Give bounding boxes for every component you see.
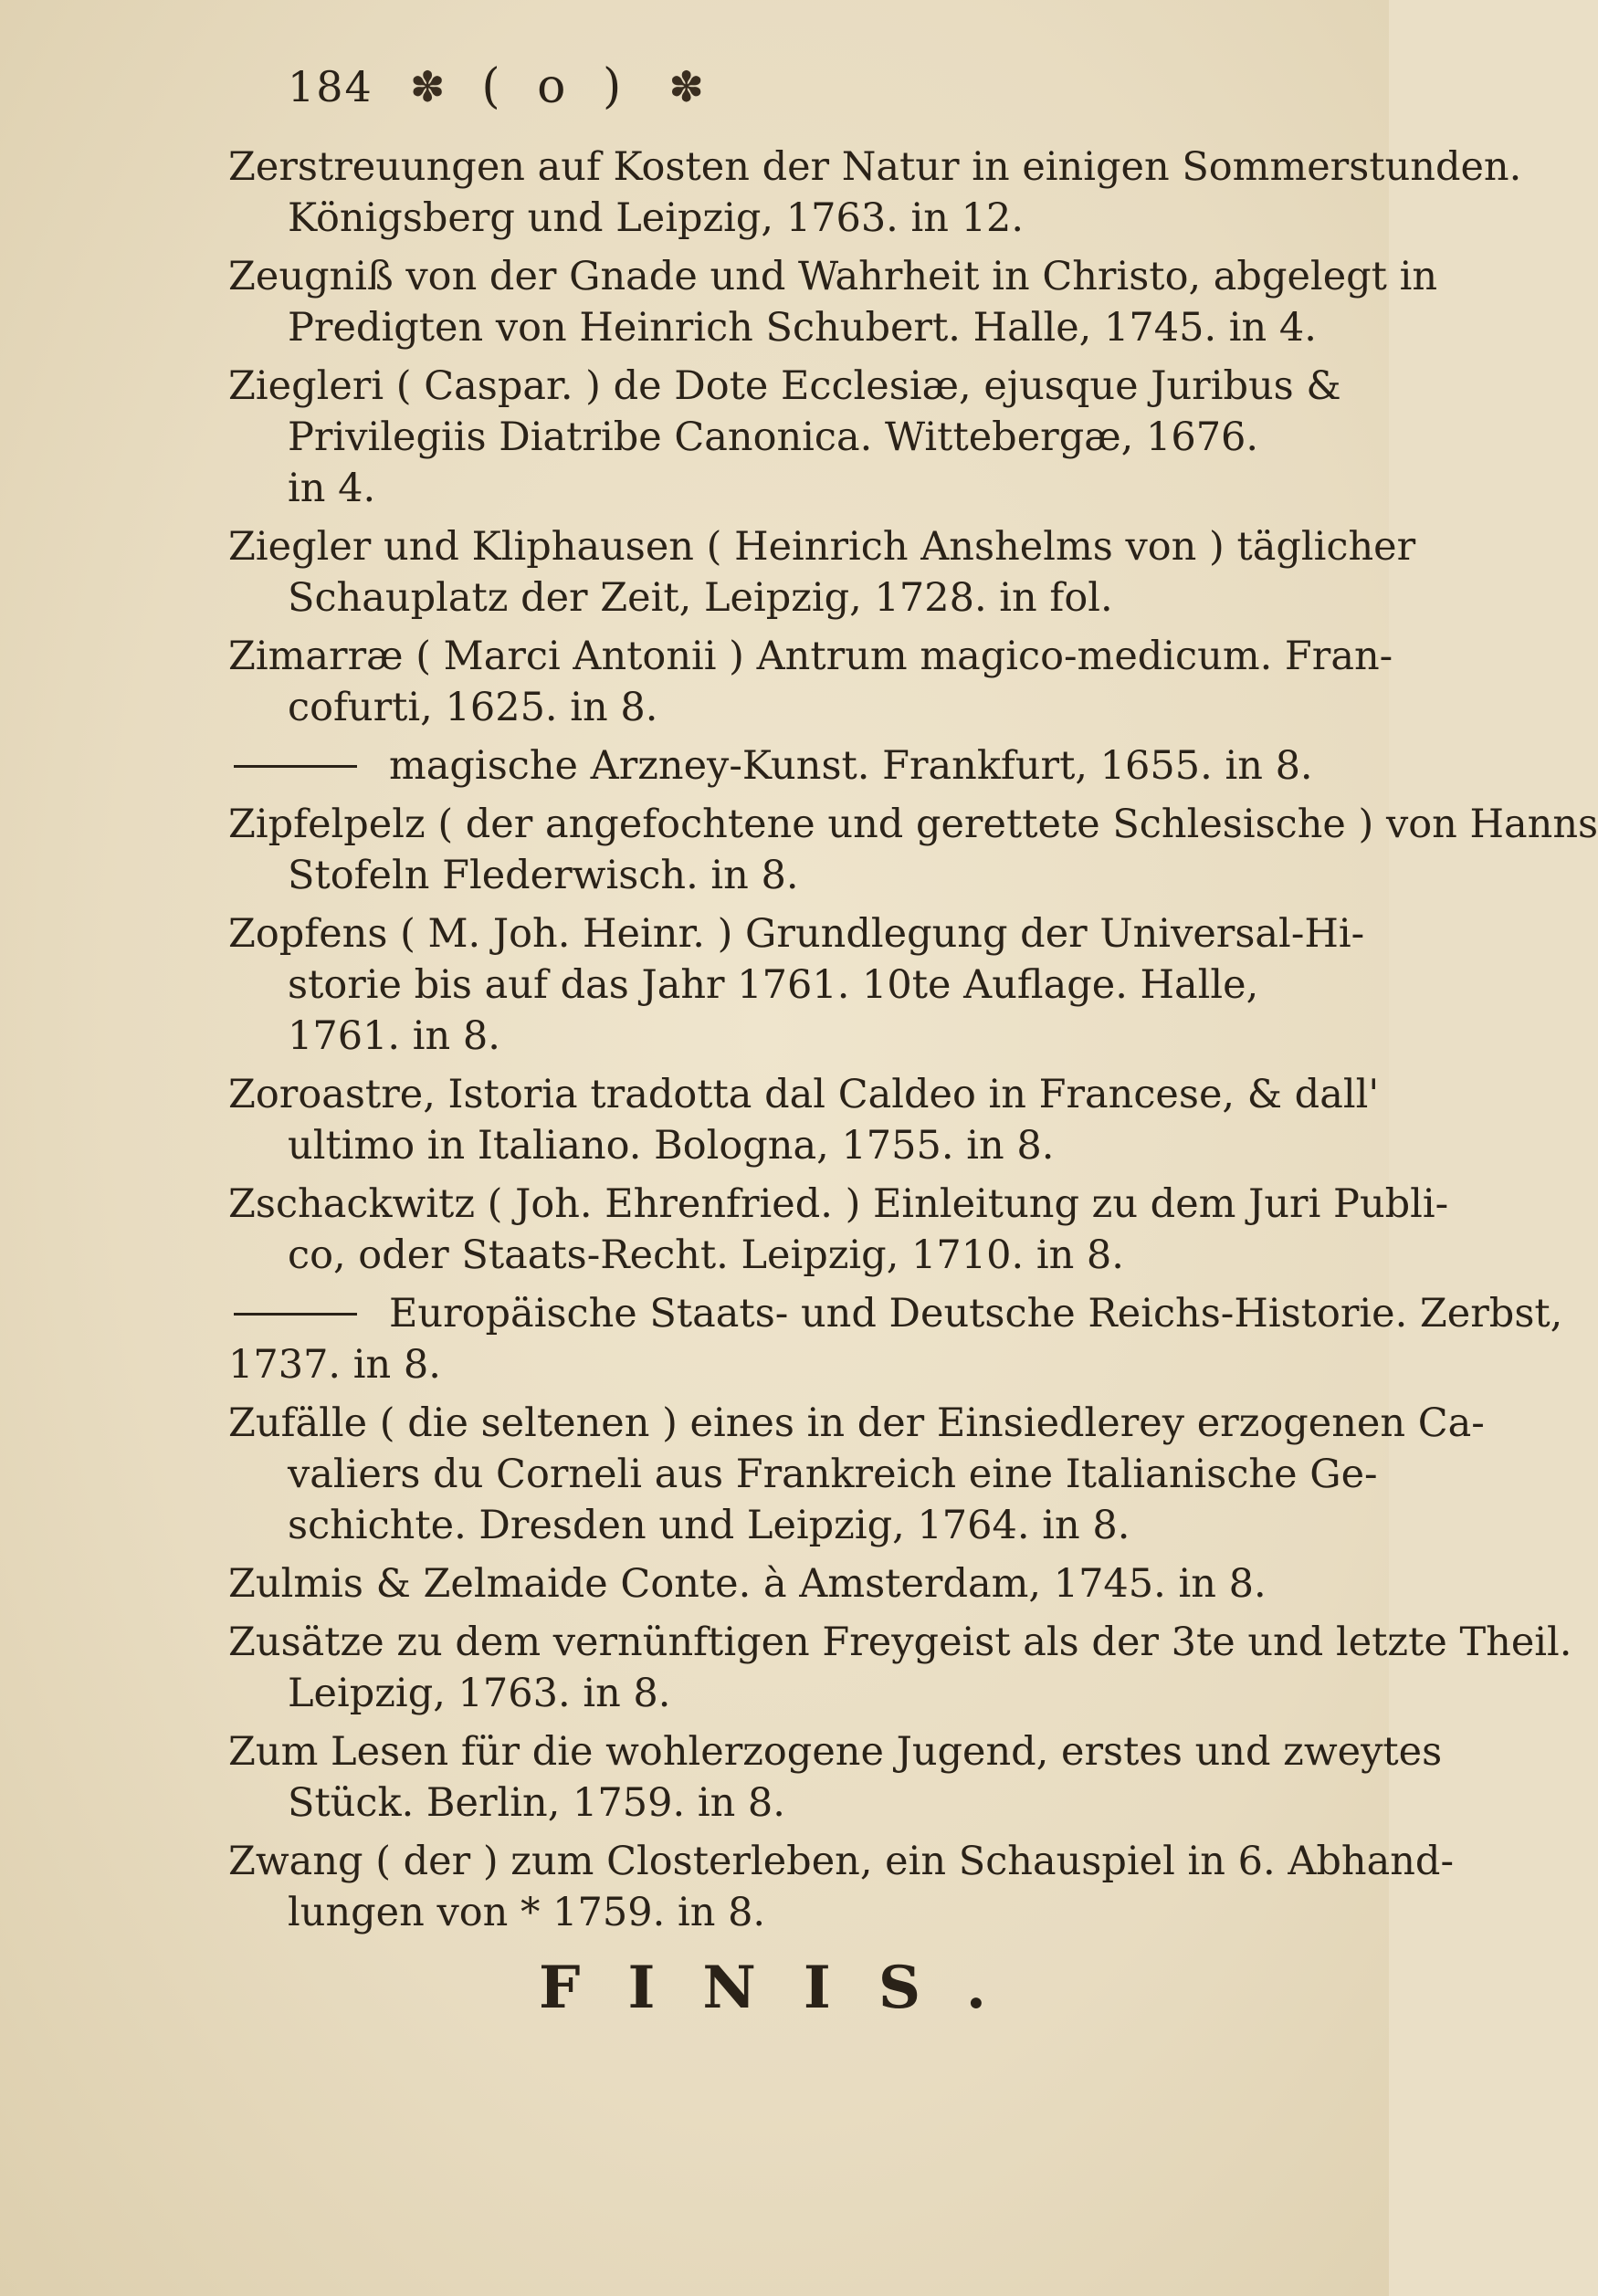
entry-line: Stück. Berlin, 1759. in 8. [288,1780,785,1826]
bibliography-entry [228,631,1393,733]
entry-line: Ziegleri ( Caspar. ) de Dote Ecclesiæ, ejusque Juribus & [228,363,1341,409]
bibliography-entry [228,908,1365,1062]
entry-line: Zimarræ ( Marci Antonii ) Antrum magico-medicum. Fran- [228,634,1393,679]
finis-heading: FINIS. [539,1954,1035,2022]
bibliography-entry [228,1836,1454,1938]
ornament-left-icon: ✽ [409,62,446,111]
entry-line: Zwang ( der ) zum Closterleben, ein Schauspiel in 6. Abhand- [228,1839,1454,1884]
bibliography-entry [228,142,1522,244]
bibliography-entry [228,361,1351,514]
ditto-dash [234,765,357,768]
entry-line: Predigten von Heinrich Schubert. Halle, 1745. in 4. [288,305,1317,351]
entry-line: lungen von * 1759. in 8. [288,1890,766,1935]
entry-line: 1737. in 8. [228,1342,441,1388]
ornament-right-icon: ✽ [668,62,704,111]
entry-line: Zufälle ( die seltenen ) eines in der Einsiedlerey erzogenen Ca- [228,1400,1485,1446]
entry-line-text: Europäische Staats- und Deutsche Reichs-Historie. Zerbst, [389,1291,1563,1337]
entry-line: co, oder Staats-Recht. Leipzig, 1710. in 8. [288,1232,1124,1278]
ditto-dash [234,1313,357,1316]
bibliography-entry [228,1069,1380,1171]
bibliography-entry [228,1398,1485,1551]
bibliography-entry [228,521,1416,624]
bibliography-entry-ditto [228,1288,1563,1390]
entry-line: Königsberg und Leipzig, 1763. in 12. [288,195,1025,241]
entry-line: storie bis auf das Jahr 1761. 10te Auflage. Halle, [288,962,1259,1008]
bibliography-list [228,142,1598,1945]
header-mark: ( o ) [481,59,633,114]
entry-line: Zeugniß von der Gnade und Wahrheit in Christo, abgelegt in [228,254,1438,299]
running-header [288,50,1018,123]
bibliography-entry [228,799,1598,901]
entry-line: ultimo in Italiano. Bologna, 1755. in 8. [288,1123,1055,1169]
entry-line [228,740,1351,792]
bibliography-entry [228,251,1438,353]
entry-line: Schauplatz der Zeit, Leipzig, 1728. in fol. [288,575,1113,621]
entry-line: Zoroastre, Istoria tradotta dal Caldeo in Francese, & dall' [228,1072,1380,1117]
bibliography-entry [228,1558,1351,1609]
entry-line: Privilegiis Diatribe Canonica. Wittebergæ, 1676. [288,414,1259,460]
entry-line: Zerstreuungen auf Kosten der Natur in einigen Sommerstunden. [228,144,1522,190]
entry-line [228,1288,1563,1339]
entry-line: Ziegler und Kliphausen ( Heinrich Anshelms von ) täglicher [228,524,1416,570]
bibliography-entry [228,1617,1572,1719]
page-number: 184 [288,62,373,111]
bibliography-entry [228,1726,1443,1829]
entry-line: in 4. [288,466,376,511]
entry-line: Zopfens ( M. Joh. Heinr. ) Grundlegung der Universal-Hi- [228,911,1365,957]
entry-line: valiers du Corneli aus Frankreich eine Italianische Ge- [288,1452,1378,1497]
entry-line: Zipfelpelz ( der angefochtene und gerettete Schlesische ) von Hanns [228,802,1598,847]
entry-line: schichte. Dresden und Leipzig, 1764. in 8. [288,1503,1130,1548]
entry-line: Zulmis & Zelmaide Conte. à Amsterdam, 1745. in 8. [228,1561,1267,1607]
bibliography-entry [228,1179,1449,1281]
entry-line: 1761. in 8. [288,1013,500,1059]
entry-line: Zum Lesen für die wohlerzogene Jugend, erstes und zweytes [228,1729,1443,1775]
entry-line: Zschackwitz ( Joh. Ehrenfried. ) Einleitung zu dem Juri Publi- [228,1181,1449,1227]
entry-line: Stofeln Flederwisch. in 8. [288,853,799,898]
entry-line: Zusätze zu dem vernünftigen Freygeist als der 3te und letzte Theil. [228,1620,1572,1665]
bibliography-entry-ditto [228,740,1351,792]
entry-line: cofurti, 1625. in 8. [288,685,658,730]
entry-line-text: magische Arzney-Kunst. Frankfurt, 1655. in 8. [389,743,1313,789]
entry-line: Leipzig, 1763. in 8. [288,1671,671,1716]
